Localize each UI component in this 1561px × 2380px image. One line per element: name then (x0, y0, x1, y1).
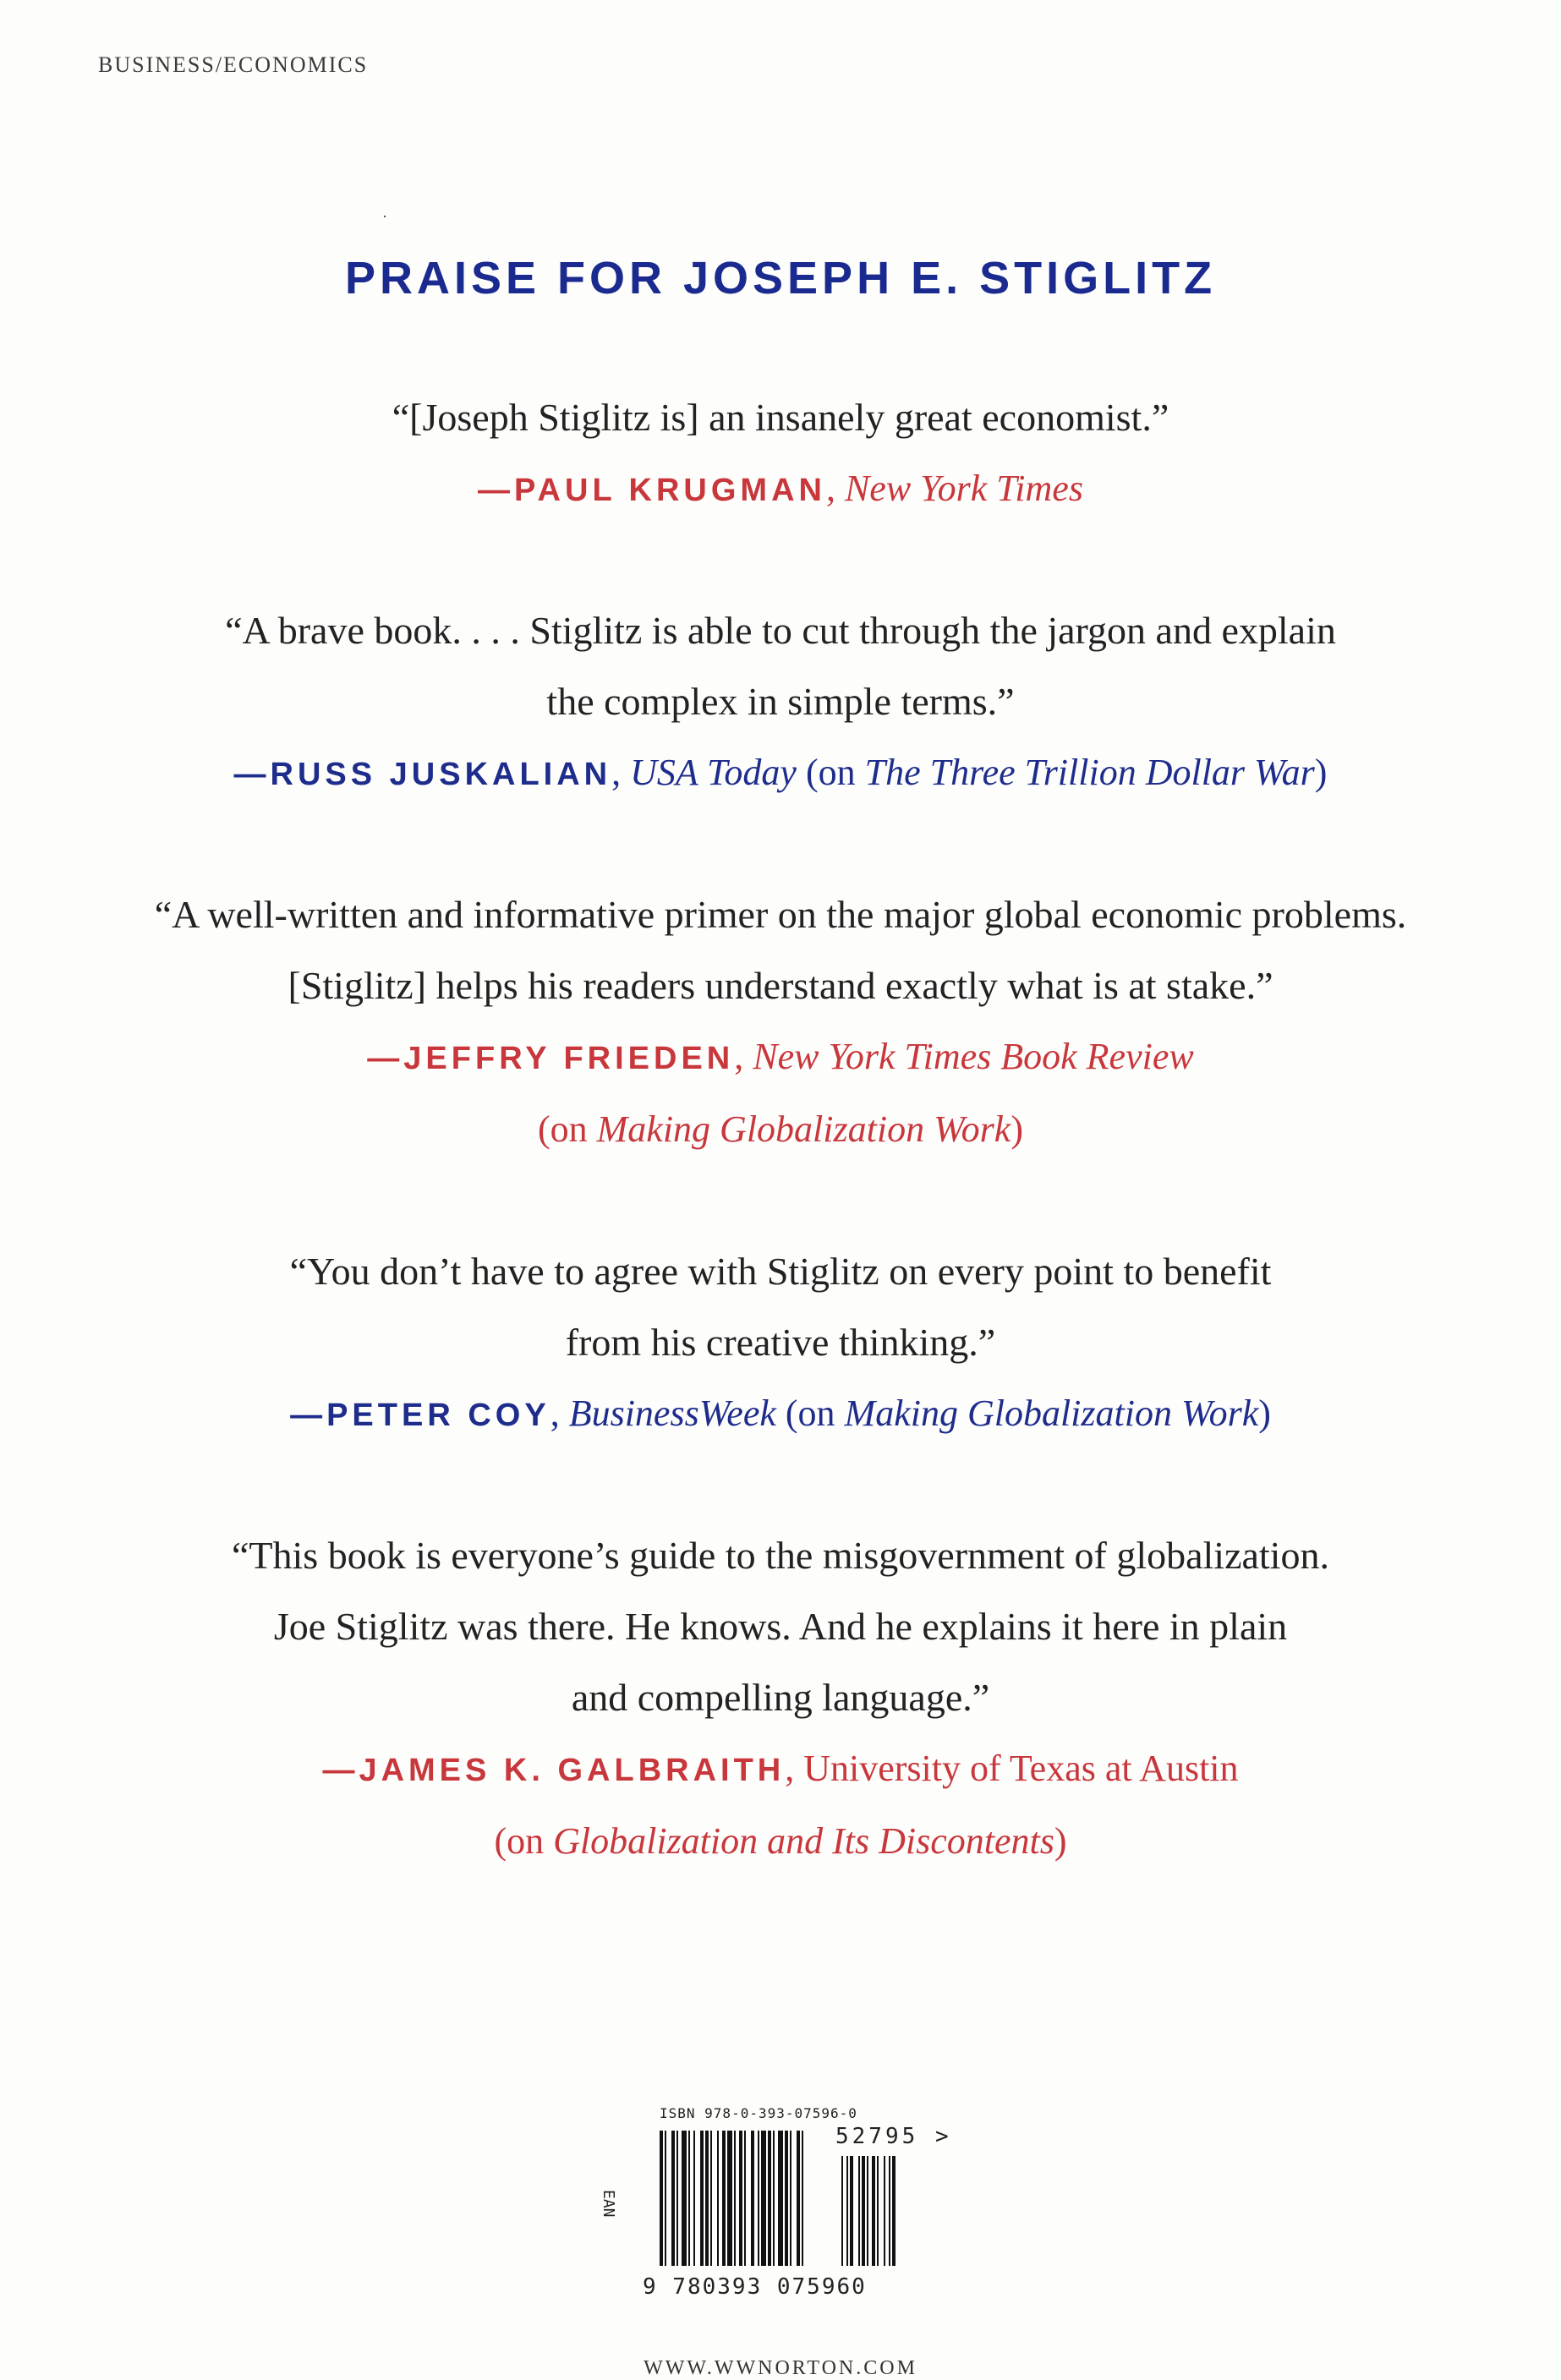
barcode-addon-bar (846, 2156, 848, 2266)
quote-attribution (85, 1733, 1476, 1806)
printer-speck: · (382, 208, 387, 225)
source-prefix: , (550, 1392, 569, 1434)
quote-block (85, 595, 1476, 810)
quote-attribution-line2 (85, 1806, 1476, 1877)
website-url: WWW.WWNORTON.COM (644, 2357, 917, 2379)
quote-line: “[Joseph Stiglitz is] an insanely great economist.” (392, 396, 1169, 439)
source-prefix: (on (537, 1108, 597, 1150)
quote-book-title: The Three Trillion Dollar War (864, 752, 1315, 793)
barcode-area (600, 2105, 972, 2308)
dash: — (367, 1041, 404, 1076)
barcode-bar (802, 2131, 803, 2266)
source-close: ) (1314, 752, 1328, 793)
quote-source: New York Times Book Review (753, 1036, 1194, 1077)
category-label: BUSINESS/ECONOMICS (98, 52, 369, 77)
quote-author: JEFFRY FRIEDEN (403, 1041, 735, 1076)
barcode-bar (705, 2131, 709, 2266)
source-prefix: , (611, 752, 631, 793)
barcode-icon (651, 2131, 956, 2283)
barcode-addon-bar (884, 2156, 885, 2266)
barcode-bar (797, 2131, 800, 2266)
barcode-bar (751, 2131, 754, 2266)
barcode-bar (744, 2131, 746, 2266)
quote-author: JAMES K. GALBRAITH (359, 1753, 786, 1788)
quote-line: from his creative thinking.” (565, 1321, 996, 1364)
barcode-bar (682, 2131, 687, 2266)
barcode-bar (758, 2131, 759, 2266)
source-affiliation: , University of Texas at Austin (785, 1748, 1239, 1789)
barcode-addon-bar (841, 2156, 843, 2266)
quote-line: “A brave book. . . . Stiglitz is able to cut through the jargon and explain (225, 609, 1336, 652)
quote-line: [Stiglitz] helps his readers understand exactly what is at stake.” (288, 964, 1273, 1007)
source-prefix: , (734, 1036, 753, 1077)
barcode-bar (790, 2131, 791, 2266)
barcode-bar (676, 2131, 678, 2266)
barcode-addon-bar (850, 2156, 853, 2266)
barcode-bar (700, 2131, 704, 2266)
barcode-bar (761, 2131, 766, 2266)
barcode-bar (722, 2131, 726, 2266)
quote-book-title: Making Globalization Work (844, 1392, 1259, 1434)
quote-block (85, 1236, 1476, 1451)
quote-line: “A well-written and informative primer on the major global economic problems. (154, 893, 1407, 936)
quote-source: BusinessWeek (568, 1392, 776, 1434)
source-close: ) (1054, 1820, 1067, 1862)
barcode-bar (688, 2131, 690, 2266)
quote-book-title: Globalization and Its Discontents (553, 1820, 1054, 1862)
barcode-digits: 9 780393 075960 (643, 2274, 867, 2300)
barcode-addon-bar (872, 2156, 875, 2266)
barcode-bar (768, 2131, 771, 2266)
quote-source: New York Times (844, 468, 1083, 509)
isbn-label: ISBN 978-0-393-07596-0 (660, 2105, 857, 2121)
barcode-bar (660, 2131, 663, 2266)
dash: — (233, 757, 271, 792)
quote-line: the complex in simple terms.” (546, 680, 1015, 723)
source-close: ) (1011, 1108, 1023, 1150)
quote-line: Joe Stiglitz was there. He knows. And he explains it here in plain (273, 1605, 1288, 1648)
quote-line: “You don’t have to agree with Stiglitz on every point to benefit (289, 1250, 1272, 1293)
price-digits: 52795 (835, 2124, 919, 2149)
quote-block (85, 879, 1476, 1165)
barcode-addon-bar (892, 2156, 896, 2266)
dash: — (478, 473, 515, 508)
source-suffix: (on (775, 1392, 845, 1434)
barcode-bar (671, 2131, 675, 2266)
quote-author: PAUL KRUGMAN (514, 473, 826, 508)
quote-attribution (85, 737, 1476, 810)
barcode-bar (739, 2131, 742, 2266)
source-close: ) (1258, 1392, 1271, 1434)
quote-attribution (85, 453, 1476, 526)
source-prefix: , (825, 468, 845, 509)
quote-book-title: Making Globalization Work (596, 1108, 1011, 1150)
quote-source: USA Today (630, 752, 797, 793)
ean-label: EAN (600, 2190, 617, 2218)
barcode-bar (710, 2131, 712, 2266)
dash: — (290, 1398, 327, 1433)
price-arrow: > (934, 2124, 952, 2149)
quote-author: RUSS JUSKALIAN (270, 757, 612, 792)
quote-line: “This book is everyone’s guide to the misgovernment of globalization. (232, 1534, 1329, 1577)
barcode-bar (717, 2131, 719, 2266)
quote-author: PETER COY (326, 1398, 550, 1433)
source-prefix: (on (494, 1820, 554, 1862)
praise-heading: PRAISE FOR JOSEPH E. STIGLITZ (344, 253, 1217, 304)
barcode-bar (727, 2131, 732, 2266)
barcode-bar (778, 2131, 783, 2266)
barcode-bar (665, 2131, 666, 2266)
barcode-addon-bar (858, 2156, 860, 2266)
quote-attribution-line2 (85, 1094, 1476, 1165)
barcode-addon-bar (889, 2156, 890, 2266)
barcode-bar (785, 2131, 788, 2266)
barcode-bar (693, 2131, 695, 2266)
barcode-addon-bar (862, 2156, 865, 2266)
quote-block (85, 382, 1476, 526)
quote-attribution (85, 1378, 1476, 1451)
quote-attribution (85, 1021, 1476, 1094)
barcode-bar (734, 2131, 736, 2266)
barcode-addon-bar (877, 2156, 879, 2266)
quote-block (85, 1520, 1476, 1877)
dash: — (322, 1753, 359, 1788)
source-suffix: (on (796, 752, 865, 793)
barcode-addon-bar (867, 2156, 868, 2266)
barcode-bar (773, 2131, 775, 2266)
quote-line: and compelling language.” (571, 1676, 990, 1719)
